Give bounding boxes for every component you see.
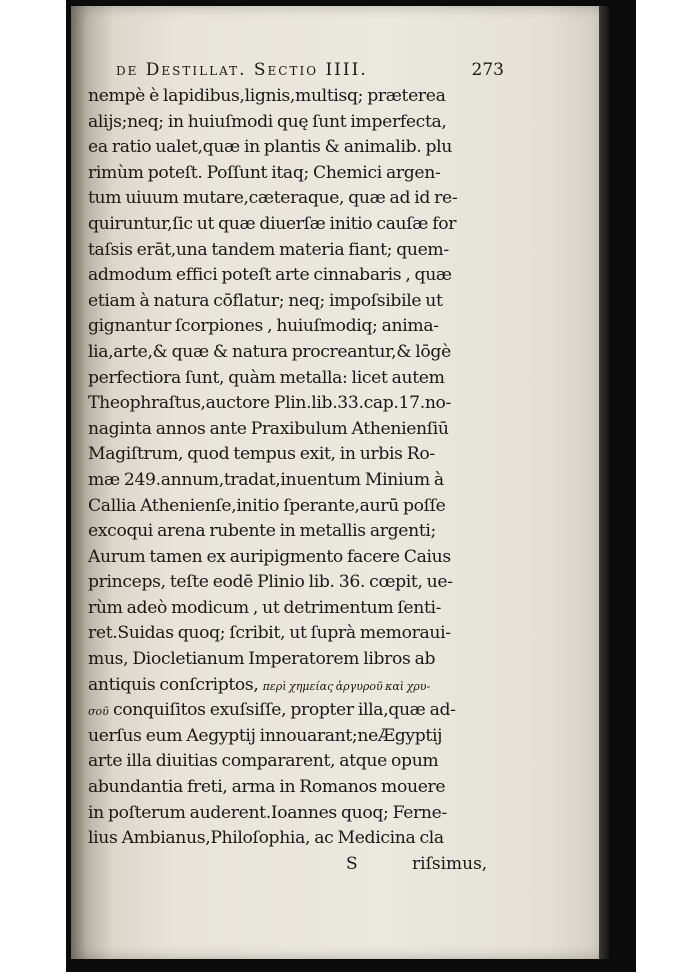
body-text xyxy=(88,84,508,852)
text-line: quiruntur,ſic ut quæ diuerſæ initio cauſæ for xyxy=(88,213,457,234)
text-line: ret.Suidas quoq; ſcribit, ut ſuprà memoraui- xyxy=(88,623,451,644)
text-line: mus, Diocletianum Imperatorem libros ab xyxy=(88,649,436,670)
text-line: Aurum tamen ex auripigmento facere Caius xyxy=(88,546,451,567)
signature-mark: S xyxy=(346,853,358,874)
text-line: lius Ambianus,Philoſophia, ac Medicina cla xyxy=(88,828,444,849)
text-line: Magiſtrum, quod tempus exit, in urbis Ro- xyxy=(88,444,435,465)
text-line: tum uiuum mutare,cæteraque, quæ ad id re- xyxy=(88,188,458,209)
catchword: riſsimus, xyxy=(412,853,488,874)
text-line: uerſus eum Aegyptij innouarant;neÆgyptij xyxy=(88,725,443,746)
page-number: 273 xyxy=(471,60,504,80)
text-line: etiam à natura cōflatur; neq; impoſsibile ut xyxy=(88,290,443,311)
text-line: abundantia freti, arma in Romanos mouere xyxy=(88,777,446,798)
text-line: mæ 249.annum,tradat,inuentum Minium à xyxy=(88,469,444,490)
latin-text: antiquis conſcriptos, xyxy=(88,674,263,695)
latin-text: conquiſitos exuſsiſſe, propter illa,quæ ad- xyxy=(108,700,456,721)
text-line: in poſterum auderent.Ioannes quoq; Ferne- xyxy=(88,802,447,823)
running-head-title: de Destillat. Sectio IIII. xyxy=(116,60,368,80)
text-line: naginta annos ante Praxibulum Athenienſiū xyxy=(88,418,449,439)
text-line: ea ratio ualet,quæ in plantis & animalib. plu xyxy=(88,137,453,158)
text-line: admodum effici poteſt arte cinnabaris , quæ xyxy=(88,265,452,286)
text-block xyxy=(88,60,508,880)
text-line: nempè è lapidibus,lignis,multisq; præterea xyxy=(88,86,446,106)
page-footer xyxy=(88,854,508,880)
text-line: Theophraſtus,auctore Plin.lib.33.cap.17.no- xyxy=(88,393,451,414)
text-line: perfectiora ſunt, quàm metalla: licet autem xyxy=(88,367,445,388)
text-line: lia,arte,& quæ & natura procreantur,& lōgè xyxy=(88,341,451,362)
greek-phrase: περὶ χημείας ἀργυροῦ καὶ χρυ- xyxy=(262,679,431,693)
text-line: alijs;neq; in huiuſmodi quę ſunt imperfecta, xyxy=(88,111,447,132)
text-line-greek xyxy=(88,698,508,724)
text-line: rùm adeò modicum , ut detrimentum ſenti- xyxy=(88,597,442,618)
text-line: rimùm poteſt. Poſſunt itaq; Chemici argen- xyxy=(88,162,441,183)
greek-phrase: σοῦ xyxy=(88,705,109,719)
text-line: arte illa diuitias compararent, atque opum xyxy=(88,751,439,772)
text-line: gignantur ſcorpiones , huiuſmodiq; anima- xyxy=(88,316,439,337)
text-line: princeps, teſte eodē Plinio lib. 36. cœpit, ue- xyxy=(88,572,453,593)
text-line: taſsis erāt,una tandem materia fiant; quem- xyxy=(88,239,449,260)
page-edge-shadow xyxy=(599,6,609,959)
text-line-greek xyxy=(88,673,508,699)
text-line: excoqui arena rubente in metallis argenti; xyxy=(88,521,436,542)
running-head xyxy=(116,60,504,84)
text-line: Callia Athenienſe,initio ſperante,aurū poſſe xyxy=(88,495,446,516)
